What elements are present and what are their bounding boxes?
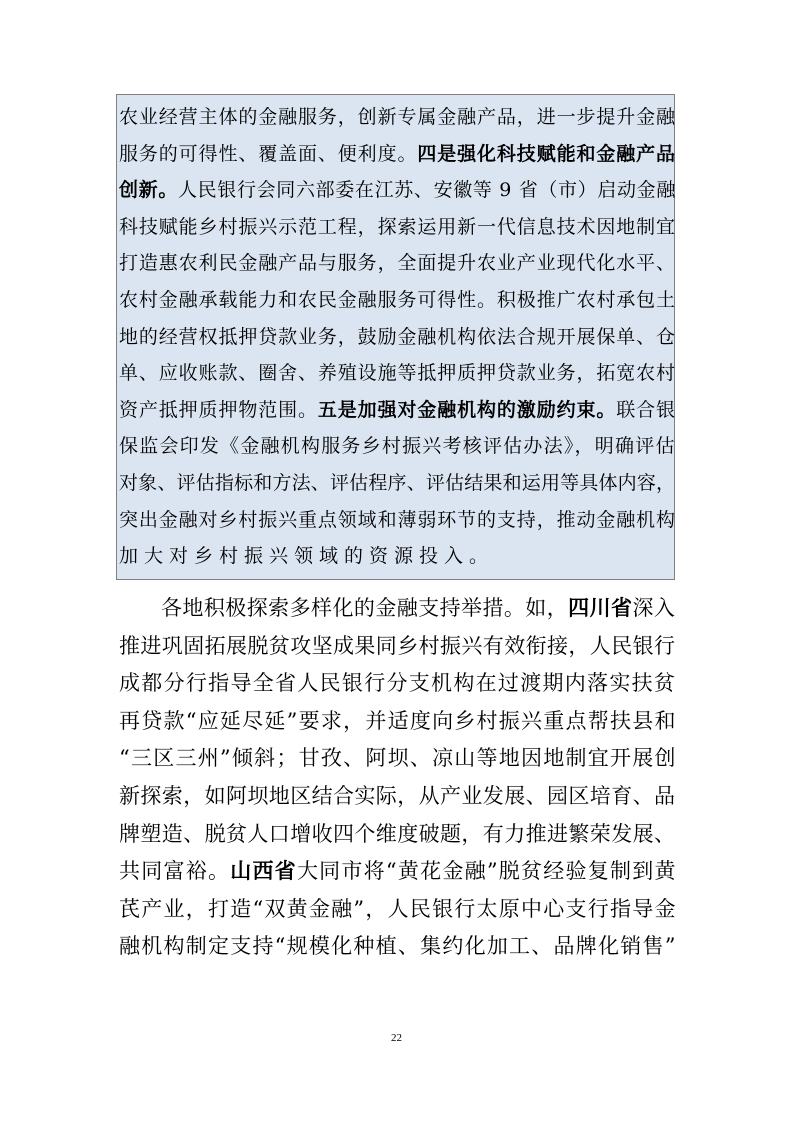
text-run: 大同市将“黄花金融”脱贫经验复制到黄	[296, 859, 677, 884]
body-line	[119, 898, 677, 920]
box-line	[119, 510, 676, 530]
box-line	[119, 217, 676, 237]
text-run: 加大对乡村振兴领域的资源投入。	[119, 545, 495, 568]
text-run: 成都分行指导全省人民银行分支机构在过渡期内落实扶贫	[119, 671, 677, 696]
text-run: 深入	[632, 596, 676, 620]
text-run: 芪产业，打造“双黄金融”，人民银行太原中心支行指导金	[119, 896, 677, 921]
page-number: 22	[391, 1032, 402, 1044]
text-run: 融机构制定支持“规模化种植、集约化加工、品牌化销售”	[119, 934, 677, 959]
box-line	[119, 363, 676, 383]
body-line	[119, 935, 677, 957]
text-run: 科技赋能乡村振兴示范工程，探索运用新一代信息技术因地制宜	[119, 215, 676, 238]
text-run: 对象、评估指标和方法、评估程序、评估结果和运用等具体内容，	[119, 472, 676, 494]
box-line	[119, 327, 676, 347]
bold-text: 四川省	[568, 595, 633, 620]
box-line	[119, 400, 676, 420]
body-line	[119, 672, 676, 694]
body-line	[119, 785, 675, 807]
text-run: 保监会印发《金融机构服务乡村振兴考核评估办法》，明确评估	[119, 435, 676, 458]
text-run: 共同富裕。	[119, 859, 231, 884]
box-line	[119, 144, 676, 164]
box-line	[119, 253, 676, 273]
box-line	[119, 107, 676, 127]
box-line	[119, 290, 676, 310]
body-line	[119, 823, 675, 845]
text-run: 新探索，如阿坝地区结合实际，从产业发展、园区培育、品	[119, 784, 676, 808]
text-run: 各地积极探索多样化的金融支持举措。如，	[161, 596, 569, 620]
body-line	[119, 635, 675, 657]
bold-text: 四是强化科技赋能和金融产品	[417, 142, 676, 165]
body-line	[119, 710, 677, 732]
text-run: “三区三州”倾斜；甘孜、阿坝、凉山等地因地制宜开展创	[119, 746, 677, 771]
text-run: 农村金融承载能力和农民金融服务可得性。积极推广农村承包土	[119, 289, 676, 311]
box-line	[119, 180, 676, 200]
text-run: 打造惠农利民金融产品与服务，全面提升农业产业现代化水平、	[119, 252, 676, 275]
text-run: 联合银	[616, 398, 676, 421]
text-run: 牌塑造、脱贫人口增收四个维度破题，有力推进繁荣发展、	[119, 821, 676, 846]
bold-text: 山西省	[230, 858, 297, 884]
text-run: 单、应收账款、圈舍、养殖设施等抵押质押贷款业务，拓宽农村	[119, 362, 676, 385]
bold-text: 五是加强对金融机构的激励约束。	[317, 398, 617, 421]
box-line	[119, 436, 676, 456]
text-run: 推进巩固拓展脱贫攻坚成果同乡村振兴有效衔接，人民银行	[119, 633, 676, 658]
box-line	[119, 473, 675, 493]
text-run: 再贷款“应延尽延”要求，并适度向乡村振兴重点帮扶县和	[119, 708, 677, 733]
body-line	[119, 860, 677, 882]
box-line	[119, 546, 494, 566]
text-run: 地的经营权抵押贷款业务，鼓励金融机构依法合规开展保单、仓	[119, 325, 676, 348]
text-run: 农业经营主体的金融服务，创新专属金融产品，进一步提升金融	[119, 106, 676, 128]
text-run: 人民银行会同六部委在江苏、安徽等 9 省（市）启动金融	[177, 179, 676, 202]
body-line	[119, 747, 677, 769]
body-line	[161, 597, 675, 619]
bold-text: 创新。	[119, 179, 178, 202]
text-run: 服务的可得性、覆盖面、便利度。	[119, 142, 418, 165]
text-run: 突出金融对乡村振兴重点领域和薄弱环节的支持，推动金融机构	[119, 508, 676, 531]
text-run: 资产抵押质押物范围。	[119, 398, 318, 421]
